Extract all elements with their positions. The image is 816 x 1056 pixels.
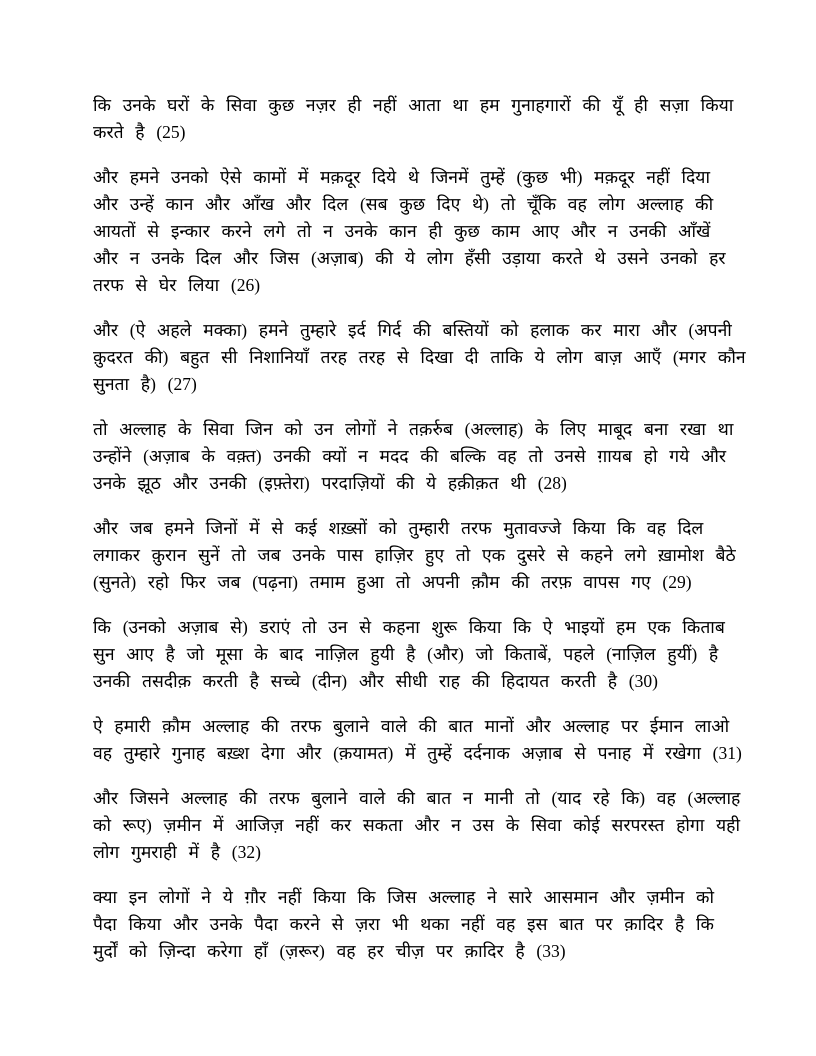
verse-paragraph-31: ऐ हमारी क़ौम अल्लाह की तरफ बुलाने वाले की बात मानों और अल्लाह पर ईमान लाओ वह तुम्हारे गुनाह बख़्श देगा और (क़यामत) में तुम्हें दर्दनाक अज़ाब से पनाह में रखेगा (31) bbox=[93, 716, 742, 763]
verse-paragraph-32: और जिसने अल्लाह की तरफ बुलाने वाले की बात न मानी तो (याद रहे कि) वह (अल्लाह को रूए) ज़मीन में आजिज़ नहीं कर सकता और न उस के सिवा कोई सरपरस्त होगा यही लोग गुमराही में है (32) bbox=[93, 788, 741, 862]
verse-paragraph-27: और (ऐ अहले मक्का) हमने तुम्हारे इर्द गिर्द की बस्तियों को हलाक कर मारा और (अपनी क़ुदरत की) बहुत सी निशानियाँ तरह तरह से दिखा दी ताकि ये लोग बाज़ आएँ (मगर कौन सुनता है) (27) bbox=[93, 320, 746, 394]
verse-paragraph-26: और हमने उनको ऐसे कामों में मक़दूर दिये थे जिनमें तुम्हें (कुछ भी) मक़दूर नहीं दिया और उन्हें कान और आँख और दिल (सब कुछ दिए थे) तो चूँकि वह लोग अल्लाह की आयतों से इन्कार करने लगे तो न उनके कान ही कुछ काम आए और न उनकी आँखें और न उनके दिल और जिस (अज़ाब) की ये लोग हँसी उड़ाया करते थे उसने उनको हर तरफ से घेर लिया (26) bbox=[93, 167, 726, 295]
verse-paragraph-29: और जब हमने जिनों में से कई शख़्सों को तुम्हारी तरफ मुतावज्जे किया कि वह दिल लगाकर क़ुरान सुनें तो जब उनके पास हाज़िर हुए तो एक दुसरे से कहने लगे ख़ामोश बैठे (सुनते) रहो फिर जब (पढ़ना) तमाम हुआ तो अपनी क़ौम की तरफ़ वापस गए (29) bbox=[93, 518, 736, 592]
verse-paragraph-25: कि उनके घरों के सिवा कुछ नज़र ही नहीं आता था हम गुनाहगारों की यूँ ही सज़ा किया करते है (25) bbox=[93, 95, 734, 142]
document-body bbox=[93, 92, 746, 965]
verse-paragraph-33: क्या इन लोगों ने ये ग़ौर नहीं किया कि जिस अल्लाह ने सारे आसमान और ज़मीन को पैदा किया और उनके पैदा करने से ज़रा भी थका नहीं वह इस बात पर क़ादिर है कि मुर्दों को ज़िन्दा करेगा हाँ (ज़रूर) वह हर चीज़ पर क़ादिर है (33) bbox=[93, 887, 714, 961]
verse-paragraph-30: कि (उनको अज़ाब से) डराएं तो उन से कहना शुरू किया कि ऐ भाइयों हम एक किताब सुन आए है जो मूसा के बाद नाज़िल हुयी है (और) जो किताबें, पहले (नाज़िल हुयीं) है उनकी तसदीक़ करती है सच्चे (दीन) और सीधी राह की हिदायत करती है (30) bbox=[93, 617, 725, 691]
verse-paragraph-28: तो अल्लाह के सिवा जिन को उन लोगों ने तक़र्रुब (अल्लाह) के लिए माबूद बना रखा था उन्होंने (अज़ाब के वक़्त) उनकी क्यों न मदद की बल्कि वह तो उनसे ग़ायब हो गये और उनके झूठ और उनकी (इफ़्तेरा) परदाज़ियों की ये हक़ीक़त थी (28) bbox=[93, 419, 734, 493]
